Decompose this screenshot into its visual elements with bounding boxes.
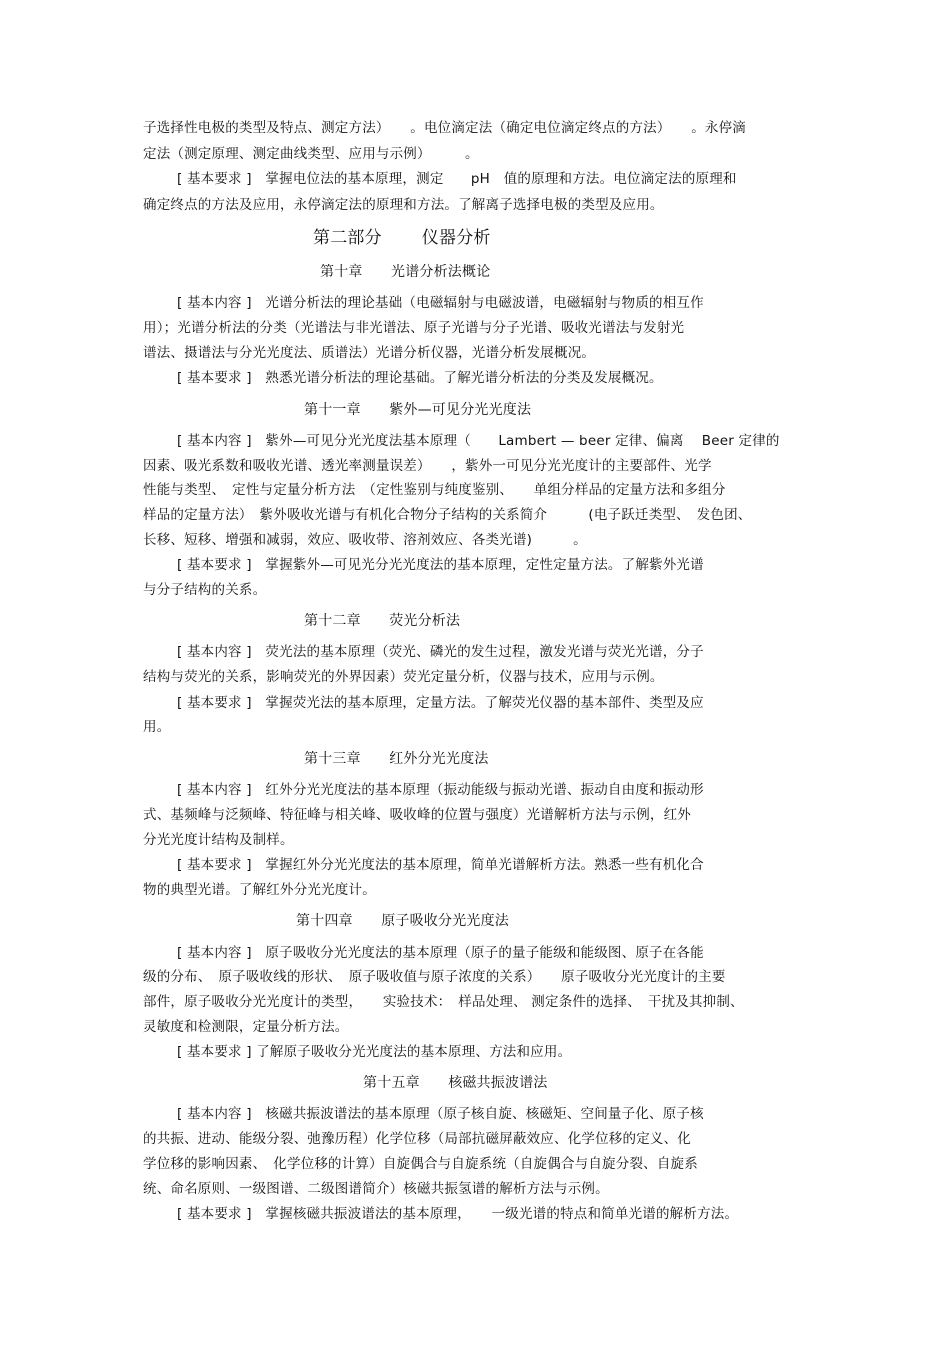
- content-line: [ 基本内容 ] 光谱分析法的理论基础（电磁辐射与电磁波谱，电磁辐射与物质的相互作: [177, 295, 704, 311]
- content-line: 性能与类型、 定性与定量分析方法 （定性鉴别与纯度鉴别、 单组分样品的定量方法和多组分: [143, 482, 726, 498]
- content-line: 物的典型光谱。了解红外分光光度计。: [143, 882, 376, 898]
- part-title: 第二部分 仪器分析: [313, 228, 491, 248]
- content-line: 与分子结构的关系。: [143, 582, 267, 598]
- requirement-line: [ 基本要求 ] 掌握紫外—可见光分光光度法的基本原理，定性定量方法。了解紫外光谱: [177, 557, 704, 573]
- requirement-line: [ 基本要求 ] 掌握荧光法的基本原理，定量方法。了解荧光仪器的基本部件、类型及应: [177, 695, 704, 711]
- requirement-line: [ 基本要求 ] 熟悉光谱分析法的理论基础。了解光谱分析法的分类及发展概况。: [177, 370, 663, 386]
- content-line: 学位移的影响因素、 化学位移的计算）自旋偶合与自旋系统（自旋偶合与自旋分裂、自旋系: [143, 1156, 698, 1172]
- content-line: 因素、吸光系数和吸收光谱、透光率测量误差） ，紫外一可见分光光度计的主要部件、光学: [143, 458, 712, 474]
- content-line: 用）；光谱分析法的分类（光谱法与非光谱法、原子光谱与分子光谱、吸收光谱法与发射光: [143, 320, 685, 336]
- requirement-line: [ 基本要求 ] 了解原子吸收分光光度法的基本原理、方法和应用。: [177, 1044, 572, 1060]
- content-line: 部件，原子吸收分光光度计的类型， 实验技术： 样品处理、 测定条件的选择、 干扰及其抑制、: [143, 994, 744, 1010]
- content-line: 长移、短移、增强和减弱，效应、吸收带、溶剂效应、各类光谱) 。: [143, 532, 587, 548]
- content-line: 谱法、摄谱法与分光光度法、质谱法）光谱分析仪器，光谱分析发展概况。: [143, 345, 596, 361]
- content-line: 统、命名原则、一级图谱、二级图谱简介）核磁共振氢谱的解析方法与示例。: [143, 1181, 609, 1197]
- chapter-title: 第十三章 红外分光光度法: [304, 751, 489, 767]
- content-line: 结构与荧光的关系，影响荧光的外界因素）荧光定量分析，仪器与技术，应用与示例。: [143, 669, 664, 685]
- content-line: 的共振、进动、能级分裂、弛豫历程）化学位移（局部抗磁屏蔽效应、化学位移的定义、化: [143, 1131, 691, 1147]
- body-line: 定法（测定原理、测定曲线类型、应用与示例） 。: [143, 146, 479, 162]
- chapter-title: 第十四章 原子吸收分光光度法: [296, 913, 509, 929]
- requirement-line: [ 基本要求 ] 掌握电位法的基本原理，测定 pH 值的原理和方法。电位滴定法的原理和: [177, 171, 737, 187]
- body-line: 子选择性电极的类型及特点、测定方法） 。电位滴定法（确定电位滴定终点的方法） 。永停滴: [143, 120, 746, 136]
- content-line: [ 基本内容 ] 紫外—可见分光光度法基本原理（ Lambert — beer 定律、偏离 Beer 定律的: [177, 433, 780, 449]
- requirement-line: [ 基本要求 ] 掌握核磁共振波谱法的基本原理， 一级光谱的特点和简单光谱的解析方法。: [177, 1206, 739, 1222]
- chapter-title: 第十章 光谱分析法概论: [320, 264, 491, 280]
- content-line: [ 基本内容 ] 核磁共振波谱法的基本原理（原子核自旋、核磁矩、空间量子化、原子核: [177, 1106, 704, 1122]
- content-line: 级的分布、 原子吸收线的形状、 原子吸收值与原子浓度的关系） 原子吸收分光光度计的主要: [143, 969, 726, 985]
- content-line: 灵敏度和检测限，定量分析方法。: [143, 1019, 349, 1035]
- content-line: 样品的定量方法） 紫外吸收光谱与有机化合物分子结构的关系简介 (电子跃迁类型、 发色团、: [143, 507, 752, 523]
- chapter-title: 第十一章 紫外—可见分光光度法: [304, 402, 532, 418]
- body-line: 确定终点的方法及应用，永停滴定法的原理和方法。了解离子选择电极的类型及应用。: [143, 197, 664, 213]
- chapter-title: 第十五章 核磁共振波谱法: [363, 1075, 548, 1091]
- requirement-line: [ 基本要求 ] 掌握红外分光光度法的基本原理，简单光谱解析方法。熟悉一些有机化合: [177, 857, 704, 873]
- content-line: [ 基本内容 ] 原子吸收分光光度法的基本原理（原子的量子能级和能级图、原子在各能: [177, 945, 704, 961]
- content-line: 用。: [143, 719, 171, 735]
- content-line: 分光光度计结构及制样。: [143, 832, 294, 848]
- content-line: 式、基频峰与泛频峰、特征峰与相关峰、吸收峰的位置与强度）光谱解析方法与示例，红外: [143, 807, 691, 823]
- chapter-title: 第十二章 荧光分析法: [304, 613, 461, 629]
- content-line: [ 基本内容 ] 荧光法的基本原理（荧光、磷光的发生过程，激发光谱与荧光光谱，分子: [177, 644, 704, 660]
- content-line: [ 基本内容 ] 红外分光光度法的基本原理（振动能级与振动光谱、振动自由度和振动形: [177, 782, 704, 798]
